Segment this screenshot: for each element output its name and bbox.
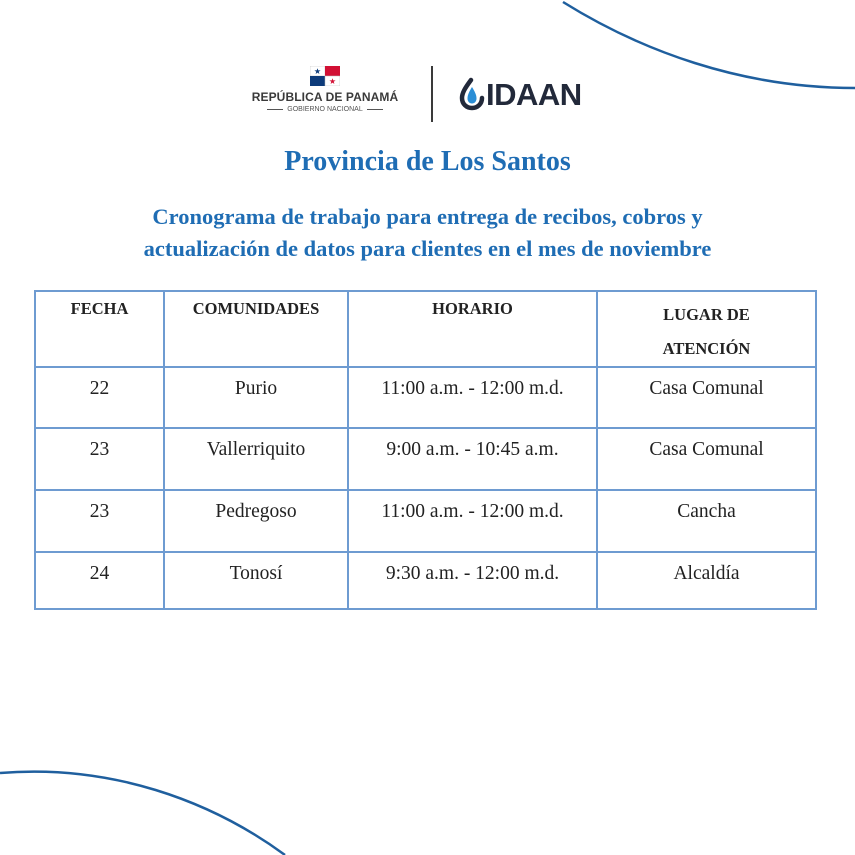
logo-row bbox=[0, 62, 855, 124]
header-horario: HORARIO bbox=[348, 291, 597, 367]
idaan-logo-text: IDAAN bbox=[486, 76, 582, 112]
cell-horario: 9:00 a.m. - 10:45 a.m. bbox=[348, 428, 597, 490]
gov-logo-name: REPÚBLICA DE PANAMÁ bbox=[251, 90, 399, 104]
header-lugar-de-atencion bbox=[597, 291, 816, 367]
header-fecha: FECHA bbox=[35, 291, 164, 367]
cell-comunidad: Purio bbox=[164, 367, 348, 428]
table-row bbox=[35, 367, 816, 428]
header-comunidades: COMUNIDADES bbox=[164, 291, 348, 367]
idaan-logo bbox=[459, 74, 582, 114]
cell-comunidad: Vallerriquito bbox=[164, 428, 348, 490]
cell-comunidad: Pedregoso bbox=[164, 490, 348, 552]
header-lugar-line-1: LUGAR DE bbox=[663, 305, 750, 324]
gov-sub-text: GOBIERNO NACIONAL bbox=[287, 106, 363, 113]
cell-horario: 11:00 a.m. - 12:00 m.d. bbox=[348, 490, 597, 552]
subtitle-line-2: actualización de datos para clientes en el mes de noviembre bbox=[143, 236, 712, 261]
cell-fecha: 24 bbox=[35, 552, 164, 609]
subtitle-line-1: Cronograma de trabajo para entrega de recibos, cobros y bbox=[152, 204, 703, 229]
cell-fecha: 23 bbox=[35, 428, 164, 490]
cell-lugar: Casa Comunal bbox=[597, 428, 816, 490]
cell-horario: 9:30 a.m. - 12:00 m.d. bbox=[348, 552, 597, 609]
logo-divider bbox=[431, 66, 433, 122]
water-drop-icon bbox=[459, 77, 485, 111]
table-row bbox=[35, 552, 816, 609]
cell-lugar: Cancha bbox=[597, 490, 816, 552]
cell-fecha: 23 bbox=[35, 490, 164, 552]
table-row bbox=[35, 490, 816, 552]
table-header-row bbox=[35, 291, 816, 367]
cell-fecha: 22 bbox=[35, 367, 164, 428]
page-subtitle bbox=[40, 201, 815, 265]
gov-sub-rule-right bbox=[367, 109, 383, 110]
cell-lugar: Casa Comunal bbox=[597, 367, 816, 428]
schedule-table bbox=[34, 290, 817, 610]
gobierno-panama-logo bbox=[250, 66, 400, 113]
header-lugar-line-2: ATENCIÓN bbox=[662, 339, 751, 358]
cell-horario: 11:00 a.m. - 12:00 m.d. bbox=[348, 367, 597, 428]
gov-sub-rule-left bbox=[267, 109, 283, 110]
cell-lugar: Alcaldía bbox=[597, 552, 816, 609]
bottom-left-curve bbox=[0, 772, 285, 855]
table-row bbox=[35, 428, 816, 490]
page-title: Provincia de Los Santos bbox=[284, 146, 571, 177]
panama-flag-icon bbox=[310, 66, 340, 86]
gov-logo-subtitle bbox=[250, 106, 400, 113]
cell-comunidad: Tonosí bbox=[164, 552, 348, 609]
